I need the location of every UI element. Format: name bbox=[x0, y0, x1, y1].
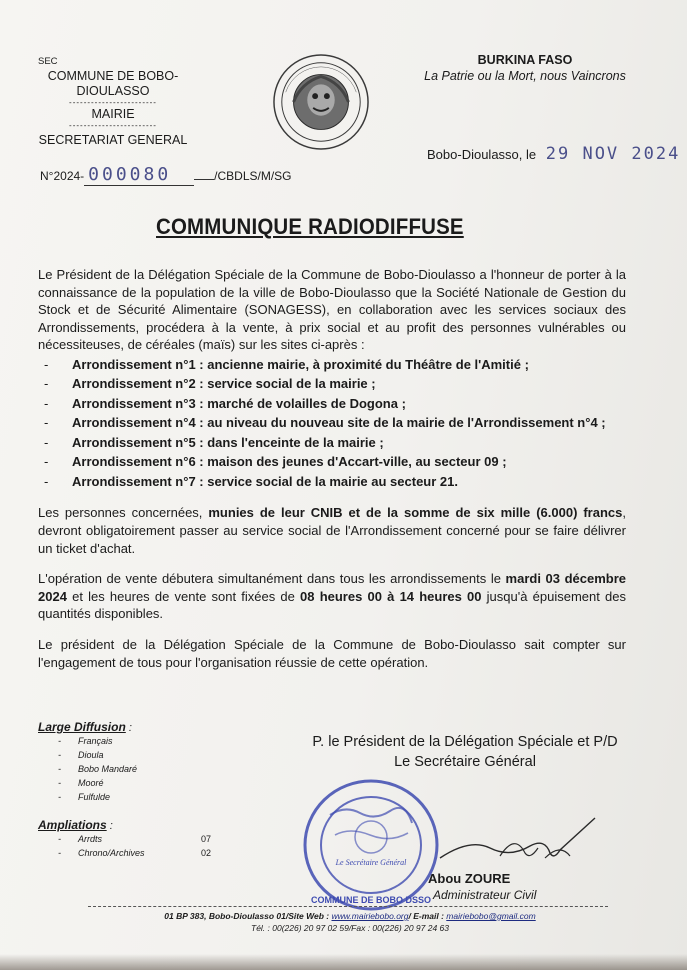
footer-address: 01 BP 383, Bobo-Dioulasso 01/ bbox=[164, 911, 289, 921]
ref-prefix: N°2024- bbox=[40, 169, 85, 183]
country-name: BURKINA FASO bbox=[477, 53, 573, 67]
seal-center-text: Le Secrétaire Général bbox=[335, 858, 407, 867]
site-item: - Arrondissement n°5 : dans l'enceinte de la mairie ; bbox=[44, 434, 384, 450]
diffusion-language: - Mooré bbox=[58, 778, 104, 788]
signatory-line2: Le Secrétaire Général bbox=[394, 754, 536, 770]
site-item: - Arrondissement n°1 : ancienne mairie, à proximité du Théâtre de l'Amitié ; bbox=[44, 356, 529, 372]
sec-label: SEC bbox=[38, 56, 58, 67]
sites-list bbox=[38, 355, 626, 492]
ref-underline bbox=[194, 179, 214, 180]
footer-phones: Tél. : 00(226) 20 97 02 59/Fax : 00(226) 20 97 24 63 bbox=[251, 923, 449, 933]
document-title: COMMUNIQUE RADIODIFFUSE bbox=[156, 214, 464, 239]
divider: ------------------------ bbox=[69, 121, 157, 130]
website-link[interactable]: www.mairiebobo.org bbox=[331, 911, 409, 921]
secretariat-label: SECRETARIAT GENERAL bbox=[38, 133, 188, 147]
ref-suffix: /CBDLS/M/SG bbox=[214, 169, 292, 183]
diffusion-language: - Français bbox=[58, 736, 113, 746]
communique-body bbox=[38, 266, 626, 671]
email-link[interactable]: mairiebobo@gmail.com bbox=[446, 911, 536, 921]
commune-emblem-logo bbox=[272, 53, 370, 151]
page-edge-shadow bbox=[0, 954, 687, 970]
date-stamp: 29 NOV 2024 bbox=[545, 144, 681, 164]
reference-number bbox=[40, 164, 292, 186]
divider: ------------------------ bbox=[69, 98, 157, 107]
schedule-paragraph: L'opération de vente débutera simultanément dans tous les arrondissements le mardi 03 décembre 2024 et les heures de vente sont fixées de 08 heures 00 à 14 heures 00 jusqu'à épuisement des quantités disponibles. bbox=[38, 571, 626, 622]
mairie-label: MAIRIE bbox=[91, 107, 135, 121]
ref-number: 000080 bbox=[84, 164, 194, 186]
site-item: - Arrondissement n°6 : maison des jeunes d'Accart-ville, au secteur 09 ; bbox=[44, 454, 507, 470]
ampliations-label: Ampliations bbox=[38, 818, 107, 832]
site-item: - Arrondissement n°7 : service social de la mairie au secteur 21. bbox=[44, 473, 458, 489]
ampliations-list: Ampliations : - Arrdts 07 - Chrono/Archives 02 bbox=[38, 818, 238, 860]
signatory-title bbox=[300, 732, 630, 772]
commune-name: COMMUNE DE BOBO-DIOULASSO bbox=[47, 69, 179, 98]
footer-divider bbox=[88, 906, 608, 907]
footer-contact: 01 BP 383, Bobo-Dioulasso 01/Site Web : www.mairiebobo.org/ E-mail : mairiebobo@gmail.com Tél. : 00(226) 20 97 02 59/Fax : 00(226) 20 97 24 63 bbox=[100, 910, 600, 934]
ampliation-row: - Arrdts 07 bbox=[58, 834, 212, 844]
closing-paragraph: Le président de la Délégation Spéciale de la Commune de Bobo-Dioulasso sait compter sur l'engagement de tous pour l'organisation réussie de cette opération. bbox=[38, 637, 626, 670]
intro-paragraph: Le Président de la Délégation Spéciale de la Commune de Bobo-Dioulasso a l'honneur de porter à la connaissance de la population de la ville de Bobo-Dioulasso que la Société Nationale de Gestion du Stock et de Sécurité Alimentaire (SONAGESS), en collaboration avec les services sociaux des Arrondissements, procédera à la vente, à prix social et au profit des personnes vulnérables ou nécessiteuses, de céréales (maïs) sur les sites ci-après : bbox=[38, 267, 626, 353]
dateline bbox=[427, 144, 680, 164]
handwritten-signature bbox=[430, 798, 630, 878]
country-block bbox=[420, 52, 630, 84]
diffusion-language: - Bobo Mandaré bbox=[58, 764, 138, 774]
seal-ring-text: COMMUNE DE BOBO DSSO bbox=[310, 895, 432, 905]
requirements-paragraph: Les personnes concernées, munies de leur CNIB et de la somme de six mille (6.000) francs, devront obligatoirement passer au service social de l'Arrondissement concerné pour se faire délivrer un ticket d'achat. bbox=[38, 505, 626, 556]
ampliation-row: - Chrono/Archives 02 bbox=[58, 848, 212, 858]
national-motto: La Patrie ou la Mort, nous Vaincrons bbox=[424, 69, 626, 83]
signatory-name: Abou ZOURE bbox=[428, 871, 511, 886]
diffusion-language: - Fulfulde bbox=[58, 792, 111, 802]
dateline-city: Bobo-Dioulasso, le bbox=[427, 147, 537, 162]
diffusion-language: - Dioula bbox=[58, 750, 104, 760]
site-item: - Arrondissement n°3 : marché de volailles de Dogona ; bbox=[44, 395, 406, 411]
site-item: - Arrondissement n°4 : au niveau du nouveau site de la mairie de l'Arrondissement n°4 ; bbox=[44, 415, 606, 431]
diffusion-label: Large Diffusion bbox=[38, 720, 126, 734]
diffusion-list: Large Diffusion : - Français - Dioula - Bobo Mandaré - Mooré - Fulfulde bbox=[38, 720, 138, 802]
signatory-line1: P. le Président de la Délégation Spéciale et P/D bbox=[312, 734, 618, 750]
official-seal-stamp bbox=[300, 775, 442, 915]
signatory-role: Administrateur Civil bbox=[433, 888, 537, 902]
issuer-block bbox=[38, 54, 248, 148]
site-item: - Arrondissement n°2 : service social de la mairie ; bbox=[44, 376, 376, 392]
